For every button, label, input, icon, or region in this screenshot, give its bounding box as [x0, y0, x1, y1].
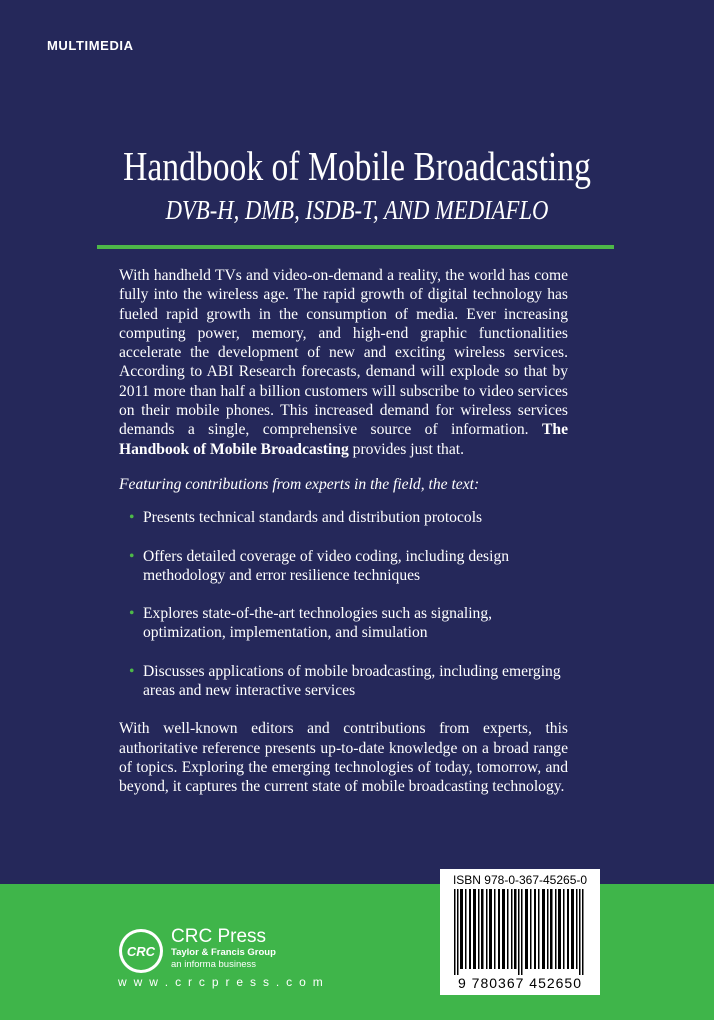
publisher-url: w w w . c r c p r e s s . c o m: [118, 975, 325, 989]
bullet-icon: •: [129, 547, 135, 565]
footer-band: [0, 884, 714, 1020]
barcode-number: 9 780367 452650: [458, 975, 582, 991]
publisher-group: Taylor & Francis Group: [171, 947, 276, 958]
isbn-barcode-box: [440, 869, 600, 995]
publisher-name: CRC Press: [171, 926, 267, 947]
barcode-icon: [450, 889, 590, 975]
publisher-informa: an informa business: [171, 959, 257, 970]
closing-paragraph: With well-known editors and contributions from experts, this authoritative reference presents up-to-date knowledge on a broad range of topics. Exploring the emerging technologies of today, tomorrow, and beyond, it captures the current state of mobile broadcasting technology.: [119, 720, 568, 796]
publisher-block: [171, 926, 276, 971]
series-category: MULTIMEDIA: [47, 38, 134, 53]
paragraph-end: provides just that.: [348, 440, 464, 458]
feature-list: [119, 508, 568, 700]
feature-text: Offers detailed coverage of video coding, including design methodology and error resilience techniques: [143, 547, 510, 584]
bullet-icon: •: [129, 605, 135, 623]
feature-text: Presents technical standards and distribution protocols: [143, 509, 483, 527]
paragraph-text: With handheld TVs and video-on-demand a reality, the world has come fully into the wireless age. The rapid growth of digital technology has fueled rapid growth in the consumption of media. Ever increasing computing power, memory, and high-end graphic functionalities accelerate the development of new and exciting wireless services. According to ABI Research forecasts, demand will explode so that by 2011 more than half a billion customers will subscribe to video services on their mobile phones. This increased demand for wireless services demands a single, comprehensive source of information.: [119, 267, 568, 439]
crc-logo-icon: [118, 928, 164, 974]
feature-text: Explores state-of-the-art technologies such as signaling, optimization, implementation, and simulation: [143, 605, 493, 642]
description-paragraph: [119, 266, 568, 459]
crc-logo-text: CRC: [126, 944, 156, 959]
features-intro: Featuring contributions from experts in the field, the text:: [119, 475, 480, 493]
book-title: Handbook of Mobile Broadcasting: [123, 143, 591, 189]
bullet-icon: •: [129, 662, 135, 680]
list-item: [129, 604, 568, 643]
title-divider: [97, 245, 614, 249]
list-item: [129, 547, 568, 586]
bullet-icon: •: [129, 509, 135, 527]
isbn-label: ISBN 978-0-367-45265-0: [452, 873, 588, 887]
description-block: [119, 266, 568, 797]
book-subtitle: DVB-H, DMB, ISDB-T, AND MEDIAFLO: [165, 195, 549, 225]
list-item: [129, 662, 568, 701]
feature-text: Discusses applications of mobile broadcasting, including emerging areas and new interactive services: [143, 662, 561, 700]
list-item: [129, 508, 568, 527]
bold-book-title: The Handbook of Mobile Broadcasting: [119, 421, 568, 458]
